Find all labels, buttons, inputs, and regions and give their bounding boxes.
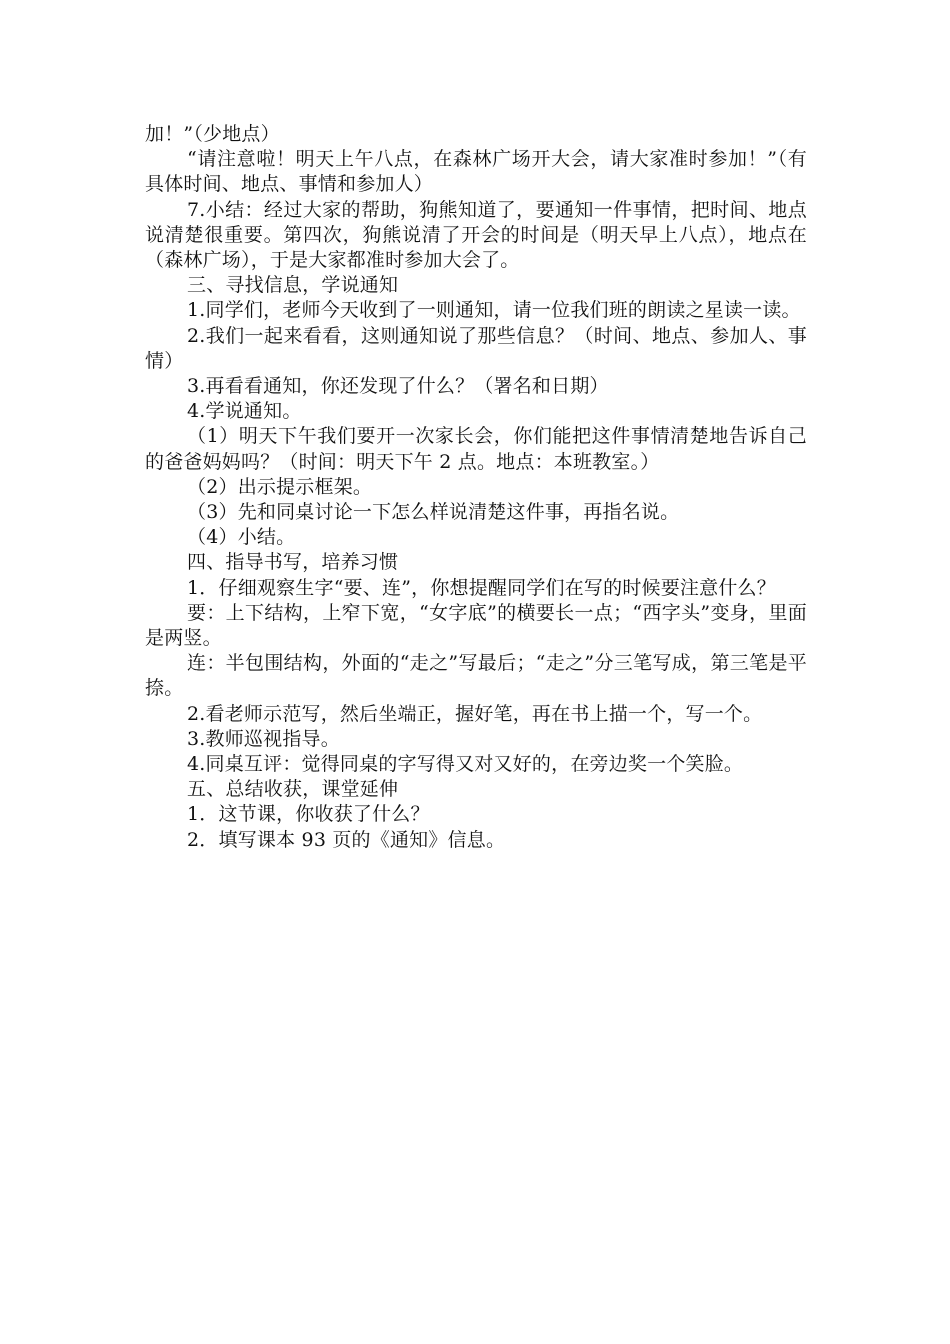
section-heading: 三、寻找信息，学说通知 [187, 274, 399, 297]
paragraph: 加！”（少地点） [145, 123, 280, 145]
paragraph: 2.看老师示范写，然后坐端正，握好笔，再在书上描一个，写一个。 [187, 702, 763, 725]
paragraph: “请注意啦！明天上午八点，在森林广场开大会，请大家准时参加！”（有具体时间、地点、事情和参加人） [145, 148, 807, 196]
paragraph: 连：半包围结构，外面的“走之”写最后；“走之”分三笔写成，第三笔是平捺。 [145, 652, 807, 700]
document-body [145, 122, 807, 853]
paragraph: 2．填写课本 93 页的《通知》信息。 [187, 828, 506, 851]
paragraph: 4.同桌互评：觉得同桌的字写得又对又好的，在旁边奖一个笑脸。 [187, 753, 744, 776]
paragraph: （1）明天下午我们要开一次家长会，你们能把这件事情清楚地告诉自己的爸爸妈妈吗？（时间：明天下午 2 点。地点：本班教室。） [145, 425, 807, 473]
section-heading: 四、指导书写，培养习惯 [187, 551, 399, 574]
paragraph: （2）出示提示框架。 [187, 475, 373, 498]
paragraph: 3.教师巡视指导。 [187, 727, 340, 750]
paragraph: 1．这节课，你收获了什么？ [187, 803, 430, 826]
paragraph: （3）先和同桌讨论一下怎么样说清楚这件事，再指名说。 [187, 501, 680, 524]
paragraph: 3.再看看通知，你还发现了什么？（署名和日期） [187, 375, 609, 398]
paragraph: 1.同学们，老师今天收到了一则通知，请一位我们班的朗读之星读一读。 [187, 299, 801, 322]
paragraph: 1．仔细观察生字“要、连”，你想提醒同学们在写的时候要注意什么？ [187, 576, 776, 599]
paragraph: 要：上下结构，上窄下宽，“女字底”的横要长一点；“西字头”变身，里面是两竖。 [145, 601, 807, 650]
paragraph: 7.小结：经过大家的帮助，狗熊知道了，要通知一件事情，把时间、地点说清楚很重要。第四次，狗熊说清了开会的时间是（明天早上八点），地点在（森林广场），于是大家都准时参加大会了。 [145, 198, 807, 272]
paragraph: 2.我们一起来看看，这则通知说了那些信息？（时间、地点、参加人、事情） [145, 324, 807, 372]
paragraph: （4）小结。 [187, 526, 296, 549]
paragraph: 4.学说通知。 [187, 400, 302, 423]
section-heading: 五、总结收获，课堂延伸 [187, 778, 399, 801]
